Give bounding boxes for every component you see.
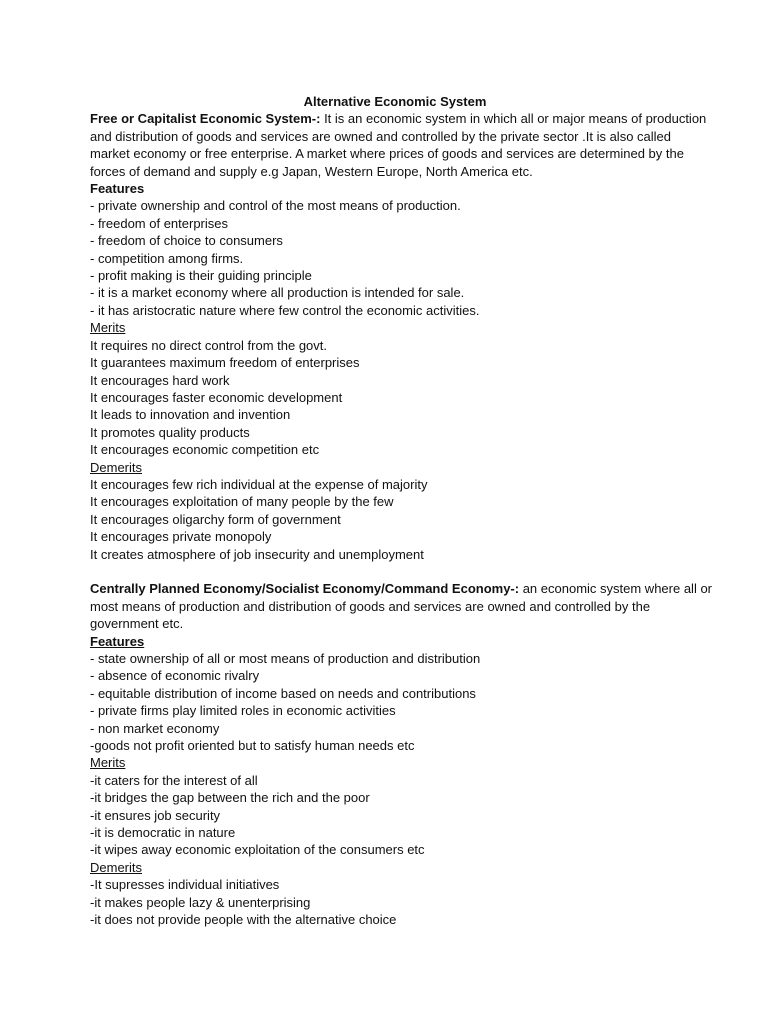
- section1-demerit-item: It encourages few rich individual at the expense of majority: [90, 476, 428, 492]
- section2-intro-line-3: government etc.: [90, 616, 184, 632]
- section2-demerit-item: -It supresses individual initiatives: [90, 877, 280, 893]
- section1-features-label: Features: [90, 181, 145, 197]
- section2-merit-item: -it wipes away economic exploitation of the consumers etc: [90, 842, 425, 858]
- section1-merit-item: It encourages faster economic development: [90, 389, 343, 405]
- section2-feature-item: - private firms play limited roles in economic activities: [90, 703, 396, 719]
- section2-demerit-item: -it does not provide people with the alternative choice: [90, 912, 397, 928]
- section1-merits-label: Merits: [90, 320, 126, 336]
- section1-merit-item: It leads to innovation and invention: [90, 407, 291, 423]
- section2-merits-label: Merits: [90, 755, 126, 771]
- section2-heading: Centrally Planned Economy/Socialist Economy/Command Economy-:: [90, 581, 520, 597]
- section1-feature-item: - competition among firms.: [90, 250, 244, 266]
- section-spacer: [90, 563, 690, 580]
- section1-feature-item: - private ownership and control of the most means of production.: [90, 198, 461, 214]
- section2-merit-item: -it bridges the gap between the rich and the poor: [90, 790, 370, 806]
- section2-feature-item: - non market economy: [90, 720, 220, 736]
- section1-merit-item: It encourages hard work: [90, 372, 230, 388]
- section1-feature-item: - it has aristocratic nature where few control the economic activities.: [90, 302, 480, 318]
- section1-merit-item: It encourages economic competition etc: [90, 442, 320, 458]
- document-title: Alternative Economic System: [303, 94, 487, 109]
- section1-demerits-label: Demerits: [90, 459, 143, 475]
- section2-intro-line-2: most means of production and distribution of goods and services are owned and controlled by the: [90, 598, 651, 614]
- section1-feature-item: - freedom of choice to consumers: [90, 233, 283, 249]
- section1-demerit-item: It creates atmosphere of job insecurity and unemployment: [90, 546, 424, 562]
- section1-intro-text: It is an economic system in which all or major means of production: [320, 111, 707, 127]
- section2-merit-item: -it caters for the interest of all: [90, 772, 258, 788]
- section2-feature-item: - equitable distribution of income based on needs and contributions: [90, 685, 476, 701]
- section1-demerit-item: It encourages private monopoly: [90, 529, 272, 545]
- section1-heading: Free or Capitalist Economic System-:: [90, 111, 321, 127]
- section2-features-label: Features: [90, 633, 145, 649]
- section1-intro-line-2: and distribution of goods and services are owned and controlled by the private sector .It is also called: [90, 128, 672, 144]
- section1-demerit-item: It encourages exploitation of many people by the few: [90, 494, 394, 510]
- section2-feature-item: - state ownership of all or most means of production and distribution: [90, 650, 481, 666]
- section1-feature-item: - freedom of enterprises: [90, 215, 229, 231]
- document-page: [90, 93, 713, 928]
- section2-intro-line-1: [90, 580, 713, 597]
- section2-feature-item: -goods not profit oriented but to satisfy human needs etc: [90, 738, 415, 754]
- section1-feature-item: - profit making is their guiding principle: [90, 268, 312, 284]
- section1-merit-item: It guarantees maximum freedom of enterprises: [90, 355, 360, 371]
- section1-demerit-item: It encourages oligarchy form of government: [90, 511, 341, 527]
- section1-merit-item: It promotes quality products: [90, 424, 250, 440]
- section1-merit-item: It requires no direct control from the govt.: [90, 337, 327, 353]
- section2-demerit-item: -it makes people lazy & unenterprising: [90, 894, 311, 910]
- section2-intro-text: an economic system where all or: [519, 581, 713, 597]
- section1-intro-line-4: forces of demand and supply e.g Japan, Western Europe, North America etc.: [90, 163, 533, 179]
- section1-intro-line-3: market economy or free enterprise. A market where prices of goods and services are determined by the: [90, 146, 684, 162]
- section2-merit-item: -it is democratic in nature: [90, 825, 236, 841]
- section1-feature-item: - it is a market economy where all production is intended for sale.: [90, 285, 465, 301]
- section2-demerits-label: Demerits: [90, 859, 143, 875]
- section1-intro-line-1: [90, 110, 707, 127]
- section2-feature-item: - absence of economic rivalry: [90, 668, 260, 684]
- section2-merit-item: -it ensures job security: [90, 807, 221, 823]
